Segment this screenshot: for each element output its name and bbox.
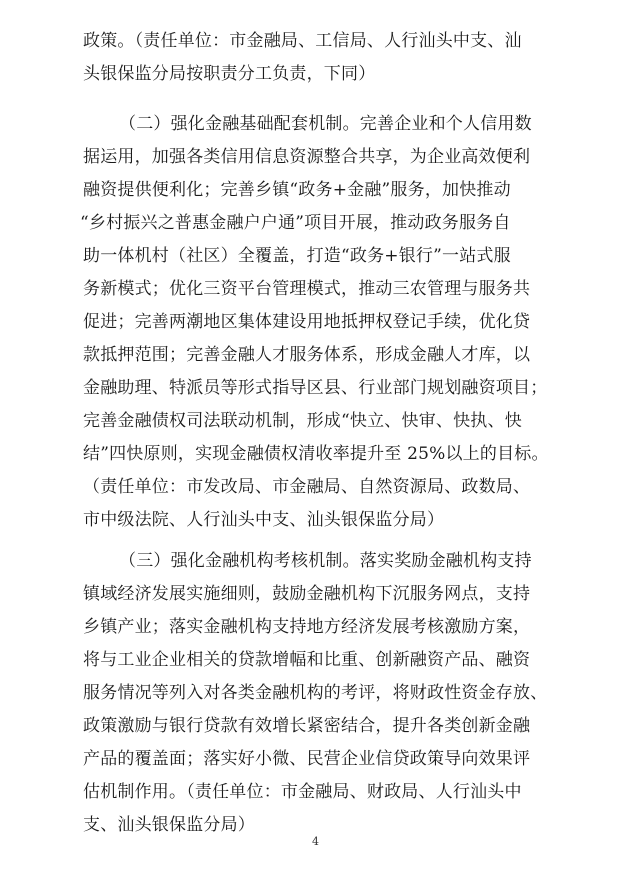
section-heading-3 <box>119 550 563 572</box>
text-line: 支、汕头银保监分局） <box>83 815 255 835</box>
text-line: 将与工业企业相关的贷款增幅和比重、创新融资产品、融资 <box>83 650 531 670</box>
text-line: 政策激励与银行贷款有效增长紧密结合，提升各类创新金融 <box>83 716 531 736</box>
section-title: 强化金融机构考核机制。落实奖励金融机构支持 <box>170 551 532 571</box>
text-line: 完善金融债权司法联动机制，形成“快立、快审、快执、快 <box>83 411 522 431</box>
text-line: 结”四快原则，实现金融债权清收率提升至 25%以上的目标。 <box>83 444 549 464</box>
text-line: “乡村振兴之普惠金融户户通”项目开展，推动政务服务自 <box>80 213 511 233</box>
text-line: 促进；完善两潮地区集体建设用地抵押权登记手续，优化贷 <box>83 312 531 332</box>
text-line: 头银保监分局按职责分工负责，下同） <box>83 64 376 84</box>
text-line: 估机制作用。（责任单位：市金融局、财政局、人行汕头中 <box>83 782 522 802</box>
page-number: 4 <box>312 835 319 848</box>
text-line: 据运用，加强各类信用信息资源整合共享，为企业高效便利 <box>83 147 531 167</box>
text-line: 产品的覆盖面；落实好小微、民营企业信贷政策导向效果评 <box>83 749 531 769</box>
text-line: 助一体机村（社区）全覆盖，打造“政务+银行”一站式服 <box>83 246 511 266</box>
text-line: 融资提供便利化；完善乡镇“政务+金融”服务，加快推动 <box>83 180 511 200</box>
text-line: （责任单位：市发改局、市金融局、自然资源局、政数局、 <box>83 477 531 497</box>
section-number: （二） <box>119 114 171 134</box>
section-number: （三） <box>119 551 171 571</box>
text-line: 服务情况等列入对各类金融机构的考评，将财政性资金存放、 <box>83 683 548 703</box>
text-line: 款抵押范围；完善金融人才服务体系，形成金融人才库，以 <box>83 345 531 365</box>
text-line: 市中级法院、人行汕头中支、汕头银保监分局） <box>83 510 445 530</box>
text-line: 金融助理、特派员等形式指导区县、行业部门规划融资项目； <box>83 378 548 398</box>
text-line: 镇域经济发展实施细则，鼓励金融机构下沉服务网点，支持 <box>83 584 531 604</box>
text-line: 政策。（责任单位：市金融局、工信局、人行汕头中支、汕 <box>83 31 522 51</box>
text-line: 务新模式；优化三资平台管理模式，推动三农管理与服务共 <box>83 279 531 299</box>
section-title: 强化金融基础配套机制。完善企业和个人信用数 <box>170 114 532 134</box>
section-heading-2 <box>119 113 563 135</box>
text-line: 乡镇产业；落实金融机构支持地方经济发展考核激励方案， <box>83 617 531 637</box>
